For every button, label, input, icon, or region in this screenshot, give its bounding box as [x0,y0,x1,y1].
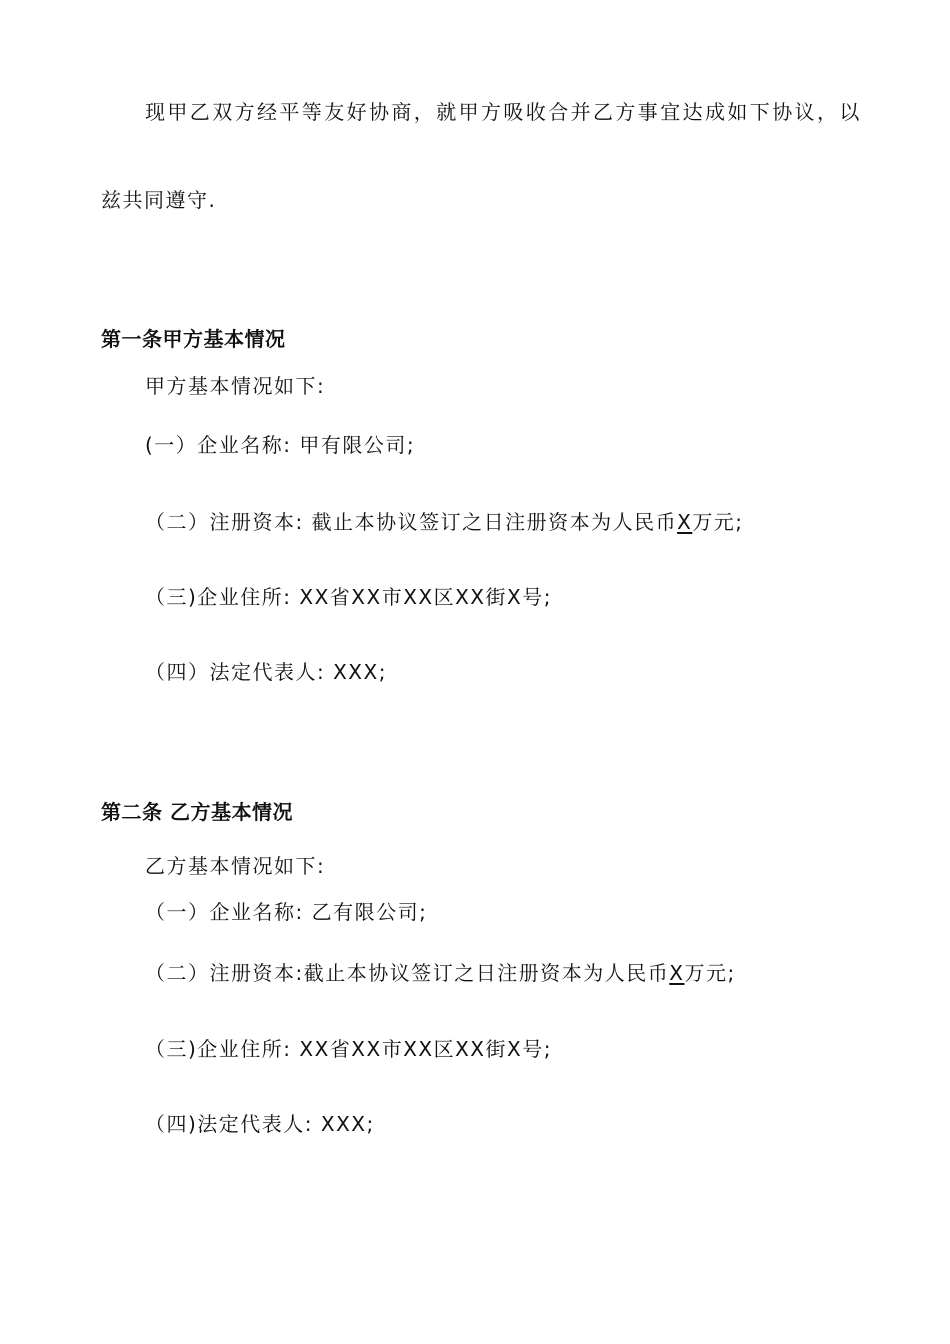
capital-amount: X [677,510,693,534]
article-1-intro: 甲方基本情况如下: [145,374,326,398]
intro-line-1: 现甲乙双方经平等友好协商，就甲方吸收合并乙方事宜达成如下协议，以 [145,100,862,124]
article-1-item-registered-capital [145,508,744,536]
article-1-item-company-name: (一）企业名称: 甲有限公司; [145,433,416,457]
article-2-item-company-name: （一）企业名称: 乙有限公司; [145,900,428,924]
article-2-item-address: （三)企业住所: XX省XX市XX区XX街X号; [145,1037,552,1061]
article-2-item-legal-rep: （四)法定代表人: XXX; [145,1112,375,1136]
capital-amount: X [669,961,685,985]
article-2-intro: 乙方基本情况如下: [145,854,326,878]
article-1-item-legal-rep: （四）法定代表人: XXX; [145,660,387,684]
capital-text-suffix: 万元; [684,961,736,985]
article-2-item-registered-capital [145,959,736,987]
capital-text-suffix: 万元; [692,510,744,534]
intro-line-2: 兹共同遵守. [101,188,217,212]
capital-text-prefix: （二）注册资本:截止本协议签订之日注册资本为人民币 [145,961,670,985]
article-2-heading: 第二条 乙方基本情况 [101,800,293,824]
capital-text-prefix: （二）注册资本: 截止本协议签订之日注册资本为人民币 [145,510,678,534]
article-1-item-address: （三)企业住所: XX省XX市XX区XX街X号; [145,585,552,609]
article-1-heading: 第一条甲方基本情况 [101,327,286,351]
